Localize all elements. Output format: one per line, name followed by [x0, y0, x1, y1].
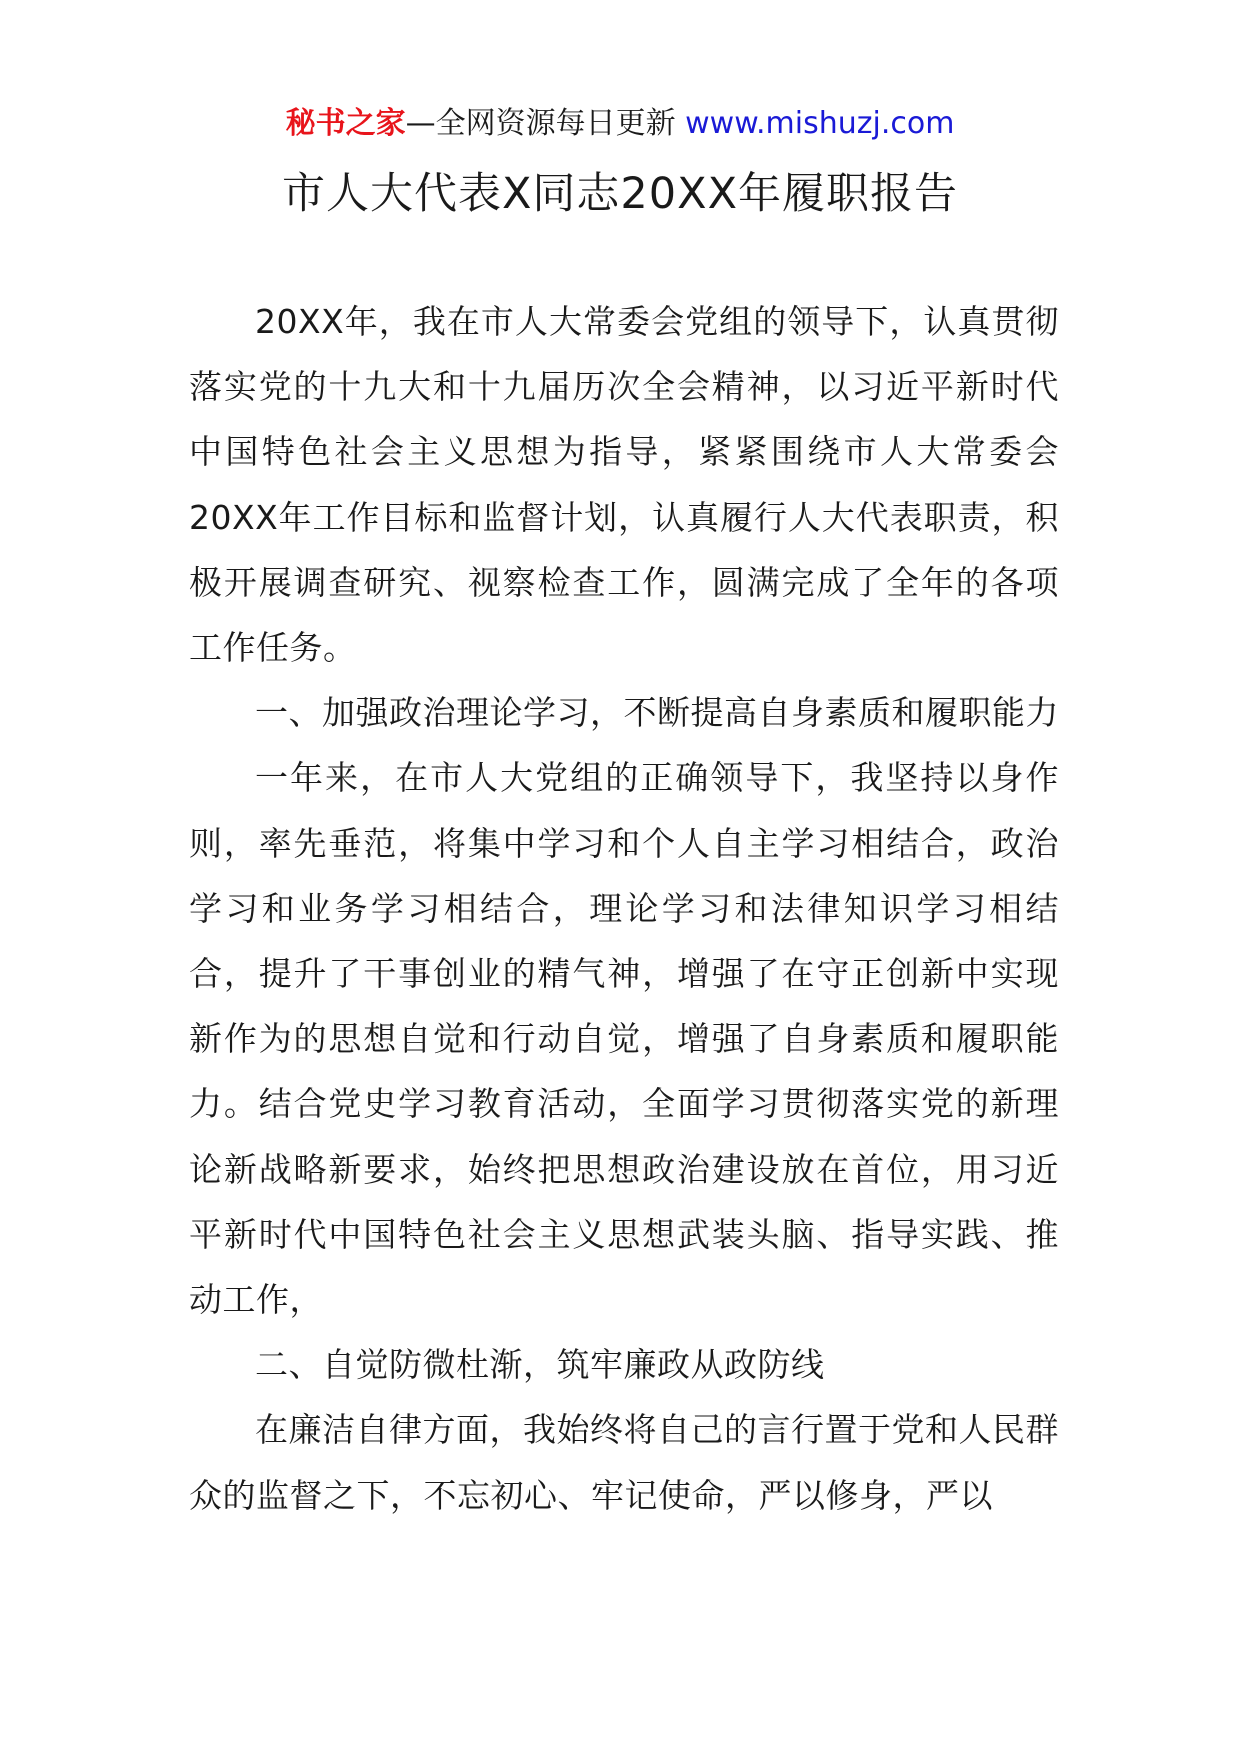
site-brand: 秘书之家 [285, 106, 406, 141]
section-heading-1: 一、加强政治理论学习，不断提高自身素质和履职能力 [255, 693, 1059, 733]
section-heading-2: 二、自觉防微杜渐，筑牢廉政从政防线 [255, 1345, 825, 1385]
paragraph-section-1: 一年来，在市人大党组的正确领导下，我坚持以身作则，率先垂范，将集中学习和个人自主学习相结合，政治学习和业务学习相结合，理论学习和法律知识学习相结合，提升了干事创业的精气神，增强了在守正创新中实现新作为的思想自觉和行动自觉，增强了自身素质和履职能力。结合党史学习教育活动，全面学习贯彻落实党的新理论新战略新要求，始终把思想政治建设放在首位，用习近平新时代中国特色社会主义思想武装头脑、指导实践、推动工作， [189, 758, 1059, 1320]
paragraph-section-2: 在廉洁自律方面，我始终将自己的言行置于党和人民群众的监督之下，不忘初心、牢记使命，严以修身，严以 [189, 1410, 1059, 1515]
document-title: 市人大代表X同志20XX年履职报告 [281, 169, 959, 219]
document-body [189, 289, 1059, 1528]
site-url-link[interactable]: www.mishuzj.com [685, 106, 955, 141]
site-slogan: —全网资源每日更新 [405, 106, 676, 141]
paragraph-intro: 20XX年，我在市人大常委会党组的领导下，认真贯彻落实党的十九大和十九届历次全会精神，以习近平新时代中国特色社会主义思想为指导，紧紧围绕市人大常委会20XX年工作目标和监督计划，认真履行人大代表职责，积极开展调查研究、视察检查工作，圆满完成了全年的各项工作任务。 [189, 302, 1059, 668]
site-header [0, 102, 1240, 146]
